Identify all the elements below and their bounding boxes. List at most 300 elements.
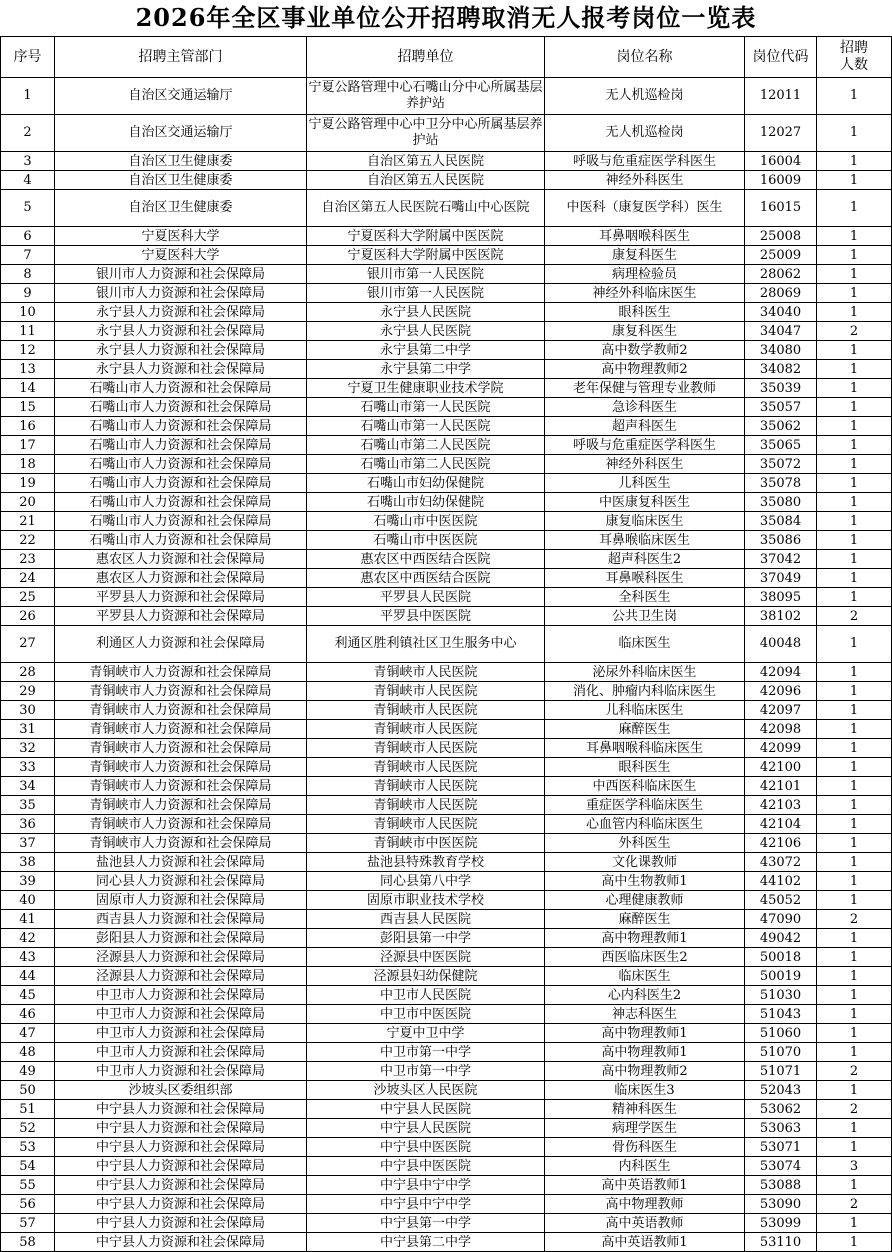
code-cell: 16009 [745,171,817,190]
serial-cell: 1 [1,78,55,115]
unit-cell: 中卫市第一中学 [307,1062,545,1081]
position-cell: 病理学医生 [545,1119,745,1138]
department-cell: 永宁县人力资源和社会保障局 [55,322,307,341]
position-cell: 无人机巡检岗 [545,115,745,152]
serial-cell: 33 [1,758,55,777]
header-code: 岗位代码 [745,37,817,78]
unit-cell: 青铜峡市人民医院 [307,739,545,758]
table-row [1,1081,892,1100]
count-cell: 1 [817,569,892,588]
count-cell: 1 [817,872,892,891]
count-cell: 1 [817,512,892,531]
count-cell: 2 [817,607,892,626]
count-cell: 1 [817,1024,892,1043]
header-position: 岗位名称 [545,37,745,78]
department-cell: 青铜峡市人力资源和社会保障局 [55,682,307,701]
serial-cell: 15 [1,398,55,417]
department-cell: 自治区卫生健康委 [55,171,307,190]
department-cell: 石嘴山市人力资源和社会保障局 [55,455,307,474]
position-cell: 重症医学科临床医生 [545,796,745,815]
count-cell: 1 [817,929,892,948]
department-cell: 平罗县人力资源和社会保障局 [55,607,307,626]
count-cell: 1 [817,265,892,284]
unit-cell: 青铜峡市中医医院 [307,834,545,853]
count-cell: 1 [817,1233,892,1252]
code-cell: 34082 [745,360,817,379]
serial-cell: 19 [1,474,55,493]
department-cell: 永宁县人力资源和社会保障局 [55,303,307,322]
code-cell: 34047 [745,322,817,341]
unit-cell: 永宁县人民医院 [307,322,545,341]
serial-cell: 36 [1,815,55,834]
code-cell: 35084 [745,512,817,531]
table-body [1,78,892,1252]
department-cell: 中宁县人力资源和社会保障局 [55,1119,307,1138]
count-cell: 1 [817,796,892,815]
table-row [1,1100,892,1119]
count-cell: 1 [817,626,892,663]
position-cell: 高中物理教师1 [545,1024,745,1043]
position-cell: 中医科（康复医学科）医生 [545,190,745,227]
serial-cell: 56 [1,1195,55,1214]
unit-cell: 石嘴山市中医医院 [307,512,545,531]
table-row [1,171,892,190]
header-count-label: 招聘 人数 [840,40,868,73]
unit-cell: 宁夏卫生健康职业技术学院 [307,379,545,398]
count-cell: 1 [817,360,892,379]
unit-cell: 中宁县中宁中学 [307,1176,545,1195]
count-cell: 1 [817,246,892,265]
table-row [1,777,892,796]
code-cell: 42094 [745,663,817,682]
position-cell: 康复科医生 [545,322,745,341]
position-cell: 中西医科临床医生 [545,777,745,796]
unit-cell: 中宁县中医医院 [307,1138,545,1157]
serial-cell: 44 [1,967,55,986]
department-cell: 青铜峡市人力资源和社会保障局 [55,739,307,758]
count-cell: 1 [817,171,892,190]
count-cell: 1 [817,1214,892,1233]
serial-cell: 7 [1,246,55,265]
position-cell: 神经外科医生 [545,171,745,190]
serial-cell: 22 [1,531,55,550]
code-cell: 12027 [745,115,817,152]
serial-cell: 58 [1,1233,55,1252]
department-cell: 自治区卫生健康委 [55,190,307,227]
code-cell: 53099 [745,1214,817,1233]
unit-cell: 自治区第五人民医院石嘴山中心医院 [307,190,545,227]
table-row [1,607,892,626]
department-cell: 中宁县人力资源和社会保障局 [55,1138,307,1157]
unit-cell: 平罗县中医医院 [307,607,545,626]
table-row [1,720,892,739]
position-cell: 康复临床医生 [545,512,745,531]
position-cell: 高中英语教师1 [545,1233,745,1252]
table-row [1,417,892,436]
code-cell: 37049 [745,569,817,588]
department-cell: 惠农区人力资源和社会保障局 [55,569,307,588]
code-cell: 35065 [745,436,817,455]
department-cell: 同心县人力资源和社会保障局 [55,872,307,891]
count-cell: 1 [817,777,892,796]
serial-cell: 30 [1,701,55,720]
serial-cell: 20 [1,493,55,512]
unit-cell: 同心县第八中学 [307,872,545,891]
serial-cell: 53 [1,1138,55,1157]
table-row [1,682,892,701]
serial-cell: 27 [1,626,55,663]
serial-cell: 32 [1,739,55,758]
code-cell: 42096 [745,682,817,701]
position-cell: 内科医生 [545,1157,745,1176]
unit-cell: 盐池县特殊教育学校 [307,853,545,872]
position-cell: 眼科医生 [545,303,745,322]
serial-cell: 54 [1,1157,55,1176]
unit-cell: 平罗县人民医院 [307,588,545,607]
count-cell: 1 [817,682,892,701]
serial-cell: 16 [1,417,55,436]
table-row [1,1138,892,1157]
serial-cell: 6 [1,227,55,246]
code-cell: 53090 [745,1195,817,1214]
count-cell: 2 [817,1100,892,1119]
department-cell: 青铜峡市人力资源和社会保障局 [55,796,307,815]
serial-cell: 17 [1,436,55,455]
department-cell: 永宁县人力资源和社会保障局 [55,341,307,360]
table-row [1,190,892,227]
department-cell: 自治区交通运输厅 [55,78,307,115]
department-cell: 石嘴山市人力资源和社会保障局 [55,493,307,512]
serial-cell: 45 [1,986,55,1005]
code-cell: 53074 [745,1157,817,1176]
serial-cell: 55 [1,1176,55,1195]
unit-cell: 石嘴山市第二人民医院 [307,436,545,455]
position-cell: 高中数学教师2 [545,341,745,360]
position-cell: 外科医生 [545,834,745,853]
department-cell: 银川市人力资源和社会保障局 [55,284,307,303]
department-cell: 沙坡头区委组织部 [55,1081,307,1100]
serial-cell: 57 [1,1214,55,1233]
department-cell: 中宁县人力资源和社会保障局 [55,1176,307,1195]
count-cell: 1 [817,115,892,152]
unit-cell: 宁夏医科大学附属中医医院 [307,227,545,246]
position-cell: 麻醉医生 [545,910,745,929]
table-row [1,986,892,1005]
unit-cell: 中宁县第一中学 [307,1214,545,1233]
code-cell: 42099 [745,739,817,758]
count-cell: 2 [817,322,892,341]
code-cell: 28062 [745,265,817,284]
position-cell: 高中生物教师1 [545,872,745,891]
table-row [1,626,892,663]
position-cell: 骨伤科医生 [545,1138,745,1157]
code-cell: 51071 [745,1062,817,1081]
count-cell: 1 [817,227,892,246]
department-cell: 中卫市人力资源和社会保障局 [55,1043,307,1062]
department-cell: 平罗县人力资源和社会保障局 [55,588,307,607]
serial-cell: 29 [1,682,55,701]
position-cell: 精神科医生 [545,1100,745,1119]
unit-cell: 青铜峡市人民医院 [307,758,545,777]
unit-cell: 中卫市人民医院 [307,986,545,1005]
code-cell: 34040 [745,303,817,322]
unit-cell: 沙坡头区人民医院 [307,1081,545,1100]
table-row [1,436,892,455]
table-row [1,1005,892,1024]
table-row [1,701,892,720]
department-cell: 中宁县人力资源和社会保障局 [55,1233,307,1252]
code-cell: 35086 [745,531,817,550]
unit-cell: 泾源县中医医院 [307,948,545,967]
code-cell: 53062 [745,1100,817,1119]
table-row [1,550,892,569]
unit-cell: 永宁县人民医院 [307,303,545,322]
code-cell: 51060 [745,1024,817,1043]
unit-cell: 石嘴山市中医医院 [307,531,545,550]
count-cell: 1 [817,1043,892,1062]
position-cell: 儿科医生 [545,474,745,493]
code-cell: 25009 [745,246,817,265]
code-cell: 42104 [745,815,817,834]
serial-cell: 37 [1,834,55,853]
unit-cell: 青铜峡市人民医院 [307,701,545,720]
code-cell: 35072 [745,455,817,474]
code-cell: 35039 [745,379,817,398]
count-cell: 1 [817,986,892,1005]
position-cell: 神经外科医生 [545,455,745,474]
code-cell: 50018 [745,948,817,967]
count-cell: 1 [817,815,892,834]
department-cell: 中宁县人力资源和社会保障局 [55,1157,307,1176]
table-row [1,341,892,360]
unit-cell: 宁夏中卫中学 [307,1024,545,1043]
serial-cell: 11 [1,322,55,341]
department-cell: 青铜峡市人力资源和社会保障局 [55,720,307,739]
table-row [1,891,892,910]
count-cell: 1 [817,739,892,758]
department-cell: 泾源县人力资源和社会保障局 [55,948,307,967]
code-cell: 42101 [745,777,817,796]
table-row [1,493,892,512]
department-cell: 自治区卫生健康委 [55,152,307,171]
count-cell: 1 [817,663,892,682]
count-cell: 1 [817,284,892,303]
code-cell: 53110 [745,1233,817,1252]
table-row [1,796,892,815]
count-cell: 1 [817,720,892,739]
table-row [1,569,892,588]
unit-cell: 石嘴山市第一人民医院 [307,417,545,436]
position-cell: 消化、肿瘤内科临床医生 [545,682,745,701]
table-row [1,663,892,682]
table-row [1,910,892,929]
position-cell: 病理检验员 [545,265,745,284]
department-cell: 宁夏医科大学 [55,227,307,246]
serial-cell: 38 [1,853,55,872]
unit-cell: 自治区第五人民医院 [307,152,545,171]
serial-cell: 50 [1,1081,55,1100]
code-cell: 42103 [745,796,817,815]
position-cell: 神经外科临床医生 [545,284,745,303]
code-cell: 51043 [745,1005,817,1024]
serial-cell: 31 [1,720,55,739]
code-cell: 53088 [745,1176,817,1195]
code-cell: 28069 [745,284,817,303]
serial-cell: 24 [1,569,55,588]
department-cell: 青铜峡市人力资源和社会保障局 [55,815,307,834]
code-cell: 43072 [745,853,817,872]
table-row [1,1062,892,1081]
count-cell: 1 [817,474,892,493]
serial-cell: 10 [1,303,55,322]
code-cell: 51030 [745,986,817,1005]
department-cell: 宁夏医科大学 [55,246,307,265]
unit-cell: 中宁县第二中学 [307,1233,545,1252]
position-cell: 麻醉医生 [545,720,745,739]
table-row [1,303,892,322]
position-cell: 高中英语教师1 [545,1176,745,1195]
count-cell: 3 [817,1157,892,1176]
department-cell: 石嘴山市人力资源和社会保障局 [55,512,307,531]
count-cell: 2 [817,1062,892,1081]
table-row [1,531,892,550]
table-row [1,1024,892,1043]
table-row [1,227,892,246]
unit-cell: 彭阳县第一中学 [307,929,545,948]
table-row [1,948,892,967]
serial-cell: 48 [1,1043,55,1062]
department-cell: 石嘴山市人力资源和社会保障局 [55,417,307,436]
serial-cell: 43 [1,948,55,967]
department-cell: 中卫市人力资源和社会保障局 [55,1005,307,1024]
unit-cell: 石嘴山市第一人民医院 [307,398,545,417]
serial-cell: 34 [1,777,55,796]
serial-cell: 35 [1,796,55,815]
department-cell: 永宁县人力资源和社会保障局 [55,360,307,379]
serial-cell: 39 [1,872,55,891]
code-cell: 53071 [745,1138,817,1157]
position-cell: 高中物理教师2 [545,360,745,379]
count-cell: 1 [817,436,892,455]
unit-cell: 中卫市中医医院 [307,1005,545,1024]
code-cell: 16004 [745,152,817,171]
position-cell: 呼吸与危重症医学科医生 [545,152,745,171]
serial-cell: 13 [1,360,55,379]
code-cell: 51070 [745,1043,817,1062]
position-cell: 老年保健与管理专业教师 [545,379,745,398]
table-row [1,360,892,379]
code-cell: 42098 [745,720,817,739]
code-cell: 35057 [745,398,817,417]
department-cell: 自治区交通运输厅 [55,115,307,152]
position-cell: 耳鼻喉科医生 [545,569,745,588]
position-cell: 呼吸与危重症医学科医生 [545,436,745,455]
table-row [1,1176,892,1195]
department-cell: 石嘴山市人力资源和社会保障局 [55,531,307,550]
unit-cell: 青铜峡市人民医院 [307,815,545,834]
department-cell: 惠农区人力资源和社会保障局 [55,550,307,569]
table-row [1,929,892,948]
department-cell: 银川市人力资源和社会保障局 [55,265,307,284]
serial-cell: 18 [1,455,55,474]
table-row [1,322,892,341]
count-cell: 1 [817,152,892,171]
table-row [1,474,892,493]
department-cell: 青铜峡市人力资源和社会保障局 [55,701,307,720]
table-header-row [1,37,892,78]
table-row [1,115,892,152]
page-title: 2026年全区事业单位公开招聘取消无人报考岗位一览表 [135,3,757,32]
table-row [1,967,892,986]
vacancy-table [0,36,892,1252]
code-cell: 53063 [745,1119,817,1138]
code-cell: 42100 [745,758,817,777]
code-cell: 49042 [745,929,817,948]
table-row [1,1119,892,1138]
count-cell: 1 [817,379,892,398]
table-row [1,265,892,284]
position-cell: 心内科医生2 [545,986,745,1005]
table-row [1,379,892,398]
count-cell: 1 [817,853,892,872]
count-cell: 1 [817,190,892,227]
table-row [1,1043,892,1062]
table-row [1,853,892,872]
table-row [1,455,892,474]
serial-cell: 28 [1,663,55,682]
position-cell: 耳鼻喉临床医生 [545,531,745,550]
count-cell: 1 [817,455,892,474]
unit-cell: 宁夏公路管理中心中卫分中心所属基层养护站 [307,115,545,152]
department-cell: 固原市人力资源和社会保障局 [55,891,307,910]
unit-cell: 石嘴山市第二人民医院 [307,455,545,474]
department-cell: 中宁县人力资源和社会保障局 [55,1214,307,1233]
position-cell: 神志科医生 [545,1005,745,1024]
serial-cell: 23 [1,550,55,569]
department-cell: 石嘴山市人力资源和社会保障局 [55,474,307,493]
unit-cell: 宁夏公路管理中心石嘴山分中心所属基层养护站 [307,78,545,115]
serial-cell: 46 [1,1005,55,1024]
position-cell: 眼科医生 [545,758,745,777]
serial-cell: 42 [1,929,55,948]
code-cell: 35078 [745,474,817,493]
department-cell: 石嘴山市人力资源和社会保障局 [55,379,307,398]
serial-cell: 4 [1,171,55,190]
unit-cell: 银川市第一人民医院 [307,284,545,303]
unit-cell: 利通区胜利镇社区卫生服务中心 [307,626,545,663]
department-cell: 青铜峡市人力资源和社会保障局 [55,758,307,777]
department-cell: 青铜峡市人力资源和社会保障局 [55,834,307,853]
unit-cell: 中宁县中医医院 [307,1157,545,1176]
table-row [1,78,892,115]
header-unit: 招聘单位 [307,37,545,78]
code-cell: 37042 [745,550,817,569]
count-cell: 1 [817,758,892,777]
unit-cell: 永宁县第二中学 [307,360,545,379]
serial-cell: 9 [1,284,55,303]
code-cell: 35062 [745,417,817,436]
position-cell: 儿科临床医生 [545,701,745,720]
position-cell: 中医康复科医生 [545,493,745,512]
code-cell: 42097 [745,701,817,720]
count-cell: 1 [817,531,892,550]
unit-cell: 自治区第五人民医院 [307,171,545,190]
department-cell: 利通区人力资源和社会保障局 [55,626,307,663]
table-row [1,284,892,303]
count-cell: 1 [817,493,892,512]
count-cell: 1 [817,588,892,607]
serial-cell: 49 [1,1062,55,1081]
